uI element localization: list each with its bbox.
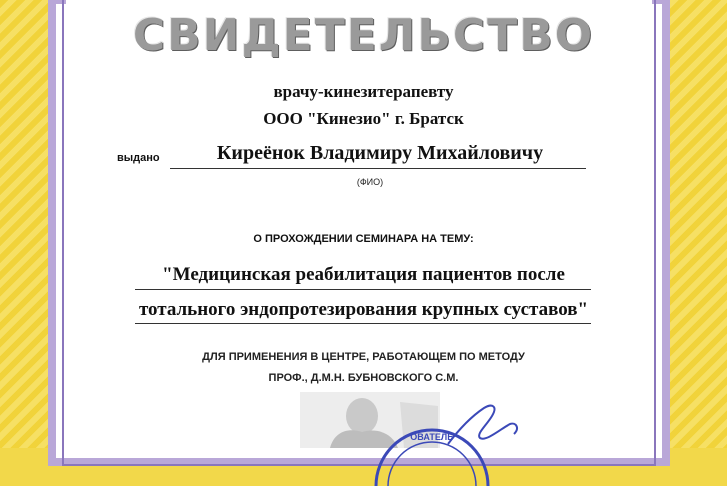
topic-underline-2: [135, 323, 591, 324]
recipient-underline: [170, 168, 586, 169]
recipient-name: Киреёнок Владимиру Михайловичу: [216, 142, 544, 164]
seminar-topic-line-1: "Медицинская реабилитация пациентов после: [162, 264, 565, 285]
issued-label: выдано: [117, 152, 160, 164]
organization-line: ООО "Кинезио" г. Братск: [263, 109, 464, 128]
stamp-text: ОВАТЕЛЬ: [410, 432, 454, 442]
topic-underline-1: [135, 289, 591, 290]
stamp-image: [372, 426, 492, 486]
seminar-topic-line-2: тотального эндопротезирования крупных суставов": [138, 299, 589, 320]
method-line-2: ПРОФ., Д.М.Н. БУБНОВСКОГО С.М.: [268, 372, 459, 384]
method-line-1: ДЛЯ ПРИМЕНЕНИЯ В ЦЕНТРЕ, РАБОТАЮЩЕМ ПО МЕТОДУ: [202, 351, 525, 363]
recipient-caption: (ФИО): [356, 177, 384, 187]
certificate-title: СВИДЕТЕЛЬСТВО: [132, 10, 595, 61]
seminar-label: О ПРОХОЖДЕНИИ СЕМИНАРА НА ТЕМУ:: [253, 233, 474, 245]
profession-line: врачу-кинезитерапевту: [273, 82, 454, 101]
